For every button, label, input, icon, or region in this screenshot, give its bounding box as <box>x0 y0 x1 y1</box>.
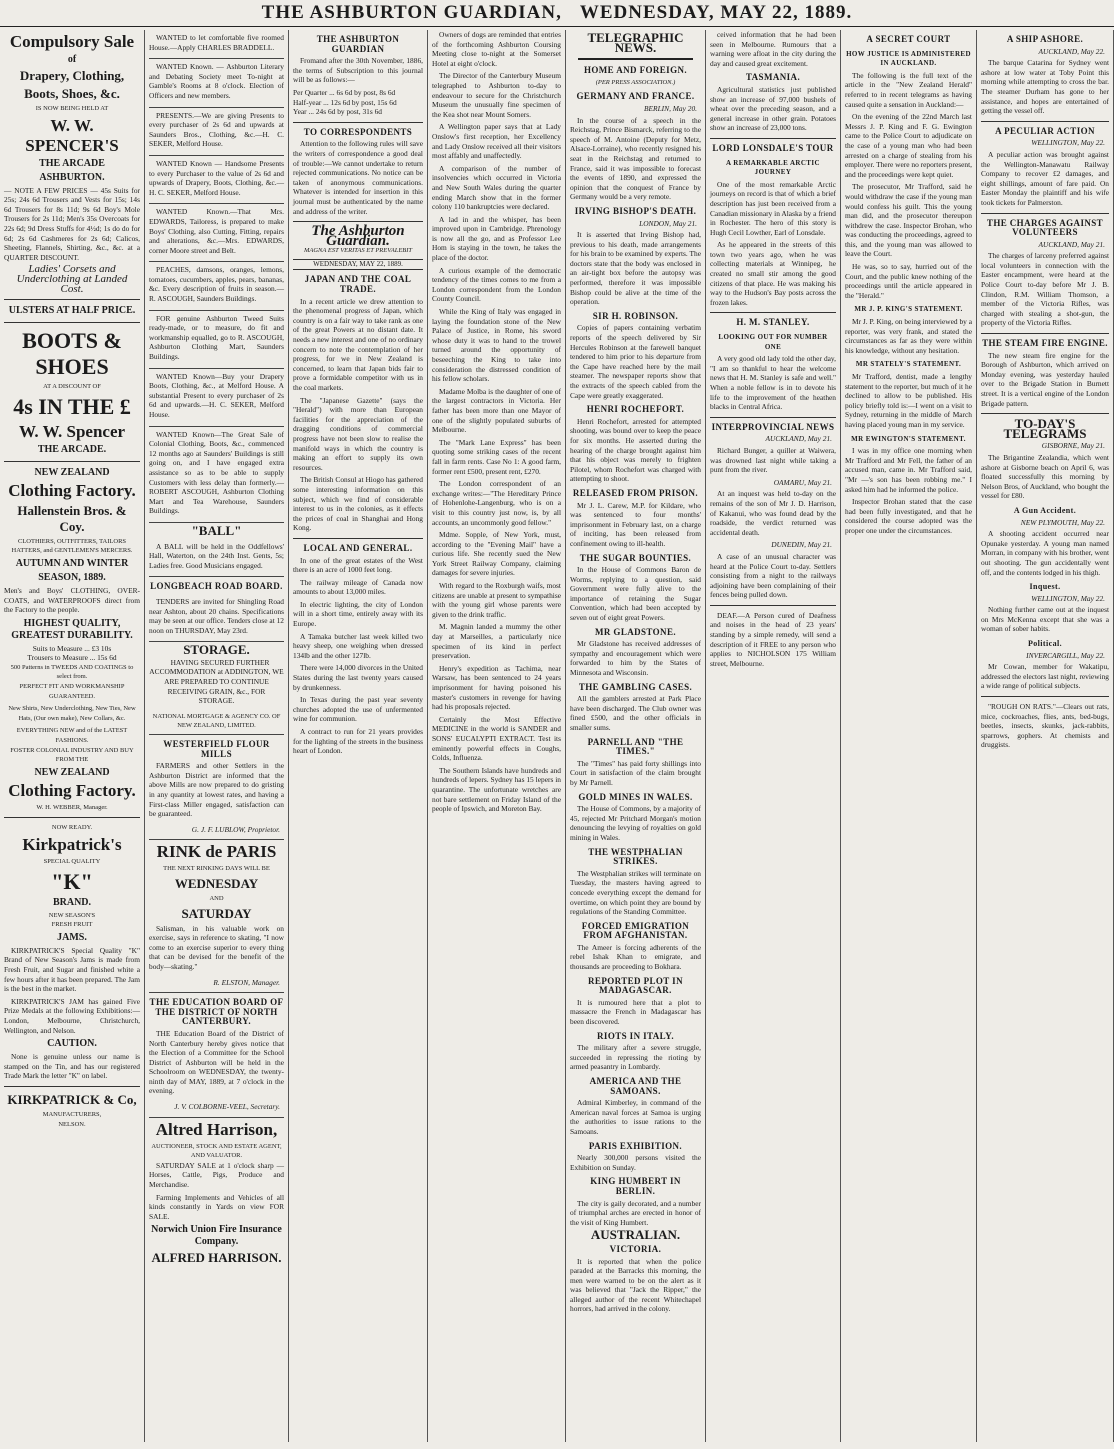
article-text: The House of Commons, by a majority of 45, rejected Mr Pritchard Morgan's motion denouncing the levying of royalties on gold mining in Wales. <box>570 804 701 842</box>
ad-text: 500 Patterns in TWEEDS AND COATINGS to select from. <box>10 663 134 681</box>
classified-ad: HAVING SECURED FURTHER ACCOMMODATION at ADDINGTON, WE ARE PREPARED TO CONTINUE RECEIVING GRAIN, &c., FOR STORAGE. <box>149 657 284 706</box>
ad-text: THE NEXT RINKING DAYS WILL BE <box>163 865 270 873</box>
article-subheadline: Political. <box>1028 639 1062 649</box>
ad-text: W. H. WEBBER, Manager. <box>36 803 108 811</box>
column-8 <box>977 30 1114 1442</box>
article-headline: PARIS EXHIBITION. <box>588 1140 683 1151</box>
classified-ad: WANTED Known.—That Mrs. EDWARDS, Tailoress, is prepared to make Boys' Clothing, also Cutting, Fitting, repairs and alterations, &c.—Mrs. EDWARDS, corner Moore street and Belt. <box>149 207 284 255</box>
issue-date: WEDNESDAY, MAY 22, 1889. <box>579 2 853 23</box>
article-text: Nearly 300,000 persons visited the Exhibition on Sunday. <box>570 1153 701 1172</box>
ad-text: NEW ZEALAND <box>34 466 110 478</box>
article-subheadline: Inquest. <box>1029 582 1061 592</box>
ad-text: AND <box>209 894 224 902</box>
masthead <box>0 0 1114 27</box>
section-subheading: HOME AND FOREIGN. <box>583 65 688 76</box>
classified-ad: FOR genuine Ashburton Tweed Suits ready-made, or to measure, do fit and workmanship equalled, go to R. ASCOUGH, Ashburton Clothing Mart, Saunders Buildings. <box>149 313 284 362</box>
dateline: AUCKLAND, May 21. <box>1038 239 1105 249</box>
article-text: The prosecutor, Mr Trafford, said he would withdraw the case if the young man would confess his guilt. This the young man did, and the prosecutor thereupon withdrew the case. Inspector Brohan, who was conducting the proceedings, agreed to this, and the young man was allowed to leave the Court. <box>845 182 972 259</box>
ad-heading: Hallenstein Bros. & Coy. <box>17 502 127 534</box>
dateline: WELLINGTON, May 22. <box>1031 593 1105 603</box>
article-headline: MR GLADSTONE. <box>594 626 677 637</box>
ad-text: BRAND. <box>52 896 92 908</box>
article-text: In a recent article we drew attention to the phenomenal progress of Japan, which country is on a fair way to take rank as one of the great Powers at no distant date. It needs a new interest and one of no ordinary concern to note the contemplation of her progress, for we in New Zealand is concerned, to learn that Japan bids fair to prove a formidable competitor with us in the coal markets. <box>293 296 423 392</box>
column-2 <box>145 30 289 1442</box>
dateline: AUCKLAND, May 21. <box>765 434 832 444</box>
ad-text: AUCTIONEER, STOCK AND ESTATE AGENT, AND VALUATOR. <box>151 1142 282 1160</box>
column-6 <box>706 30 841 1442</box>
ad-text: HIGHEST QUALITY, GREATEST DURABILITY. <box>11 617 133 641</box>
article-text: There were 14,000 divorces in the United States during the last twenty years caused by drunkenness. <box>293 663 423 692</box>
signature: J. V. COLBORNE-VEEL, Secretary. <box>174 1102 280 1112</box>
section-heading: THE ASHBURTON GUARDIAN <box>316 34 400 54</box>
article-headline: IRVING BISHOP'S DEATH. <box>574 205 697 216</box>
article-text: The military after a severe struggle, succeeded in repressing the rioting by armed peasantry in Lombardy. <box>570 1043 701 1072</box>
signature: R. ELSTON, Manager. <box>213 977 280 987</box>
article-text: Mdme. Sopple, of New York, must, according to the "Evening Mail" have a curious life. She recently sued the New York Street Railway Company, claiming damages for severe injuries. <box>432 530 561 578</box>
source-credit: (PER PRESS ASSOCIATION.) <box>595 78 676 86</box>
article-text: Mr Cowan, member for Wakatipu, addressed the electors last night, reviewing a wide range of political subjects. <box>981 662 1109 691</box>
dateline: GISBORNE, May 21. <box>1041 441 1105 451</box>
article-text: As he appeared in the streets of this town two years ago, when he was collecting materials at Winnipeg, he created no small stir among the good citizens of that place. He was making his way to the Hudson's Bay posts across the frozen lakes. <box>710 240 836 307</box>
ad-text: IS NOW BEING HELD AT <box>35 105 109 112</box>
article-text: The Westphalian strikes will terminate on Tuesday, the masters having agreed to concede everything except the demand for overtime, on which point they are bound by regulations of the Standing Committee. <box>570 868 701 917</box>
article-text: All the gamblers arrested at Park Place have been discharged. The Club owner was fined £500, and the other officials in smaller sums. <box>570 694 701 732</box>
classified-ad: PRESENTS.—We are giving Presents to every purchaser of 2s 6d and upwards at Saunders Bros., Clothing, &c.—H. C. SEKER, Melford House. <box>149 110 284 149</box>
ad-heading: Clothing Factory. <box>8 480 136 500</box>
ad-text: FRESH FRUIT <box>51 921 93 929</box>
article-text: The new steam fire engine for the Borough of Ashburton, which arrived on Monday evening, was yesterday hauled over to the Brigade Station in Burnett street. It is a vertical engine of the London Brigade pattern. <box>981 350 1109 408</box>
article-text: Admiral Kimberley, in command of the American naval forces at Samoa is urging the authorities to issue rations to the Samoans. <box>570 1098 701 1136</box>
section-heading: LOCAL AND GENERAL. <box>303 542 413 553</box>
article-text: Mr Trafford, dentist, made a lengthy statement to the reporter, but much of it he declined to allow to be published. His policy briefly told is:—I went on a visit to Sydney, returning in the middle of March having placed young man in my service. <box>845 372 972 429</box>
article-text: The British Consul at Hiogo has gathered some interesting information on this subject, which we find of considerable interest to us in the colonies, as it effects the prices of coal in Shanghai and Hong Kong. <box>293 475 423 533</box>
ad-text: AUTUMN AND WINTER <box>15 557 129 569</box>
ad-text: SEASON, 1889. <box>38 571 106 583</box>
article-text: Mr Gladstone has received addresses of sympathy and encouragement which were forwarded to him by the States of Minnesota and Wisconsin. <box>570 639 701 678</box>
ad-heading: 4s IN THE £ <box>13 393 131 419</box>
article-subheadline: MR EWINGTON'S STATEMENT. <box>851 434 966 443</box>
ad-heading: Norwich Union Fire Insurance Company. <box>151 1224 282 1248</box>
article-subheadline: A Gun Accident. <box>1013 505 1077 515</box>
article-text: One of the most remarkable Arctic journeys on record is that of which a brief description has just been received from a Canadian missionary in Alaska by a friend in Rochester. The hero of this story is Hugh Cecil Lowther, Earl of Lonsdale. <box>710 179 836 237</box>
ad-text: ASHBURTON. <box>39 171 105 183</box>
rate-line: Year ... 24s 6d by post, 31s 6d <box>293 107 382 117</box>
classified-ad: THE Education Board of the District of North Canterbury hereby gives notice that the Election of a Committee for the School District of Ashburton will be held in the Schoolroom on WEDNESDAY, the twenty-ninth day of MAY, 1889, at 7 o'clock in the evening. <box>149 1028 284 1096</box>
article-headline: RELEASED FROM PRISON. <box>572 487 699 498</box>
newspaper-title: THE ASHBURTON GUARDIAN, <box>261 2 562 23</box>
article-text: A comparison of the number of insolvencies which occurred in Victoria and New South Wales during the quarter ending March show that in the former colony 110 bankruptcies were declared. <box>432 163 561 212</box>
article-headline: GOLD MINES IN WALES. <box>578 791 693 802</box>
article-text: At an inquest was held to-day on the remains of the son of Mr J. D. Harrison, of Kakanui, who was found dead by the roadside, the verdict returned was accidental death. <box>710 489 836 537</box>
article-text: Owners of dogs are reminded that entries of the forthcoming Ashburton Coursing Meeting close to-night at the Somerset Hotel at eight o'clock. <box>432 30 561 68</box>
ad-heading: Compulsory Sale <box>9 32 135 51</box>
article-text: I was in my office one morning when Mr Trafford and Mr Fell, the father of an accused man, came in. Mr Trafford said, "Mr —'s son has been robbing me." I asked him had he informed the police. <box>845 446 972 494</box>
classified-ad: PEACHES, damsons, oranges, lemons, tomatoes, cucumbers, apples, pears, bananas, &c. Every description of fruits in season.—R. ASCOUGH, Saunders Buildings. <box>149 265 284 304</box>
article-text: Inspector Brohan stated that the case had been fully investigated, and that he considered the course adopted was the proper one under the circumstances. <box>845 497 972 535</box>
article-text: A lad in and the whisper, has been improved upon in Cambridge. Phrenology is now all the go, and as Professor Lee Hom is staying in the town, he takes the place of the doctor. <box>432 214 561 263</box>
ad-heading: W. W. Spencer <box>18 421 126 441</box>
ad-text: NEW SEASON'S <box>48 911 96 919</box>
article-text: While the King of Italy was engaged in laying the foundation stone of the New Palace of Justice, in Rome, his sword whose duty it was to hand to the trowel turned around the opportunity of beseeching the King to take into consideration the distressed condition of his fellow scholars. <box>432 307 561 384</box>
article-text: Richard Bunger, a quiller at Waiwera, was drowned last night while taking a punt from the river. <box>710 445 836 475</box>
advertisement: DEAF.—A Person cured of Deafness and noises in the head of 23 years' standing by a simple remedy, will send a description of it FREE to any person who applies to NICHOLSON 175 William street, Melbourne. <box>710 610 836 668</box>
article-text: A peculiar action was brought against the Wellington-Manawatu Railway Company to recover £2 damages, and eight shillings, amount of fare paid. On Easter Monday the plaintiff and his wife took tickets for Palmerston. <box>981 149 1109 207</box>
motto: MAGNA EST VERITAS ET PREVALEBIT <box>303 247 413 255</box>
article-text: With regard to the Roxburgh waifs, most citizens are unable at present to sympathise with the young girl whose parents were given to the drink traffic. <box>432 581 561 619</box>
article-text: In Texas during the past year seventy churches adopted the use of unfermented wine for communion. <box>293 695 423 724</box>
ad-heading: RINK de PARIS <box>156 842 277 862</box>
article-text: A contract to run for 21 years provides for the lighting of the streets in the business heart of London. <box>293 727 423 756</box>
article-headline: THE SUGAR BOUNTIES. <box>579 552 692 563</box>
price-list: — NOTE A FEW PRICES — 45s Suits for 25s; 24s 6d Trousers and Vests for 15s; 14s 6d Trousers for 8s 11d; 9s 6d Boy's Mole Trousers for 2s 11d; Men's 35s Overcoats for 22s 6d; 9d Dress Stuffs for 4½d; 1s do do for 6d; 2s 6d Cashmeres for 2s 6d; Calicos, Sheeting, Flannels, Shirting, &c., &c. at a QUARTER DISCOUNT. <box>4 185 140 262</box>
article-text: On the evening of the 22nd March last Messrs J. P. King and F. G. Ewington came to the Police Court to adjudicate on the case of a young man who had been arrested on a charge of stealing from his employer. There were no reporters present, and the proceedings were kept quiet. <box>845 112 972 179</box>
dateline: INVERCARGILL, May 22. <box>1026 650 1105 660</box>
column-5 <box>566 30 706 1442</box>
article-headline: VICTORIA. <box>609 1243 662 1254</box>
ad-heading: SATURDAY <box>181 905 252 921</box>
classified-ad: SATURDAY SALE at 1 o'clock sharp —Horses, Cattle, Pigs, Produce and Merchandise. <box>149 1160 284 1190</box>
section-heading: INTERPROVINCIAL NEWS <box>711 421 835 432</box>
article-text: Henri Rochefort, arrested for attempted shooting, was bound over to keep the peace for six months. He asserted during the hearing of the charge brought against him that his object was merely to frighten Pilotel, whom Rochefort was charged with attempting to shoot. <box>570 416 701 484</box>
price-line: Suits to Measure ... £3 10s <box>32 643 112 653</box>
ad-heading: Kirkpatrick's <box>22 835 122 854</box>
ad-heading: KIRKPATRICK & Co, <box>7 1091 137 1107</box>
article-text: M. Magnin landed a mummy the other day at Marseilles, a particularly nice specimen of its kind in perfect preservation. <box>432 622 561 661</box>
ad-heading: CAUTION. <box>47 1038 97 1050</box>
classified-ad: WANTED Known. — Ashburton Literary and Debating Society meet To-night at Gamble's Rooms at 8 o'clock. Election of Officers and new members. <box>149 62 284 100</box>
column-1 <box>0 30 145 1442</box>
article-headline: THE WESTPHALIAN STRIKES. <box>588 846 683 867</box>
article-text: The charges of larceny preferred against local volunteers in connection with the Easter encampment, were heard at the Police Court to-day before Mr J. B. Clindon, R.M. William Thomson, a member of the Victoria Rifles, was charged with stealing a shot-gun, the property of the Victoria Rifles. <box>981 251 1109 328</box>
ad-heading: Boots, Shoes, &c. <box>24 86 120 101</box>
article-subheadline: LOOKING OUT FOR NUMBER ONE <box>718 333 828 351</box>
dateline: AUCKLAND, May 22. <box>1038 46 1105 56</box>
article-subheadline: MR STATELY'S STATEMENT. <box>855 360 962 369</box>
ad-text: Ladies' Corsets and Underclothing at Landed Cost. <box>16 263 128 295</box>
article-text: A Wellington paper says that at Lady Onslow's first reception, her Excellency and Lady Onslow received all their visitors most affably and unaffectedly. <box>432 122 561 161</box>
ad-text: Men's and Boys' CLOTHING, OVER-COATS, and WATERPROOFS direct from the Factory to the people. <box>4 585 140 615</box>
ad-text: THE ARCADE <box>39 157 105 169</box>
article-headline: AMERICA AND THE SAMOANS. <box>589 1076 682 1096</box>
classified-ad: WANTED Known—Buy your Drapery Boots, Clothing, &c., at Melford House. A substantial Present to every purchaser of 2s 6d and upwards.—H. C. SEKER, Melford House. <box>149 371 284 419</box>
article-text: A Tamaka butcher last week killed two heavy sheep, one weighing when dressed 134lb and the other 127lb. <box>293 631 423 660</box>
article-headline: THE GAMBLING CASES. <box>578 681 693 692</box>
article-headline: FORCED EMIGRATION FROM AFGHANISTAN. <box>581 920 690 941</box>
article-text: A curious example of the democratic tendency of the times comes to me from a London correspondent from the London County Council. <box>432 265 561 304</box>
ad-text: JAMS. <box>57 931 87 943</box>
ad-text: NATIONAL MORTGAGE & AGENCY CO. OF NEW ZEALAND, LIMITED. <box>152 712 281 730</box>
dateline: LONDON, May 21. <box>639 218 697 228</box>
article-headline: KING HUMBERT IN BERLIN. <box>590 1176 681 1196</box>
ad-text: MANUFACTURERS, <box>42 1110 102 1118</box>
article-text: Nothing further came out at the inquest on Mrs McKenna except that she was a woman of sober habits. <box>981 605 1109 634</box>
article-headline: TASMANIA. <box>745 72 801 83</box>
article-text: Copies of papers containing verbatim reports of the speech delivered by Sir Hercules Robinson at the farewell banquet tendered to him prior to his departure from the Cape have reached here by the mail steamer. The newspaper reports show that the extracts of the speech cabled from the Cape were greatly exaggerated. <box>570 323 701 400</box>
article-headline: A SHIP ASHORE. <box>1006 34 1084 44</box>
price-line: Trousers to Measure ... 15s 6d <box>27 653 117 663</box>
ad-text: THE ARCADE. <box>37 443 107 455</box>
article-headline: PARNELL AND "THE TIMES." <box>587 736 684 757</box>
ad-text: FOSTER COLONIAL INDUSTRY AND BUY FROM THE <box>10 746 134 764</box>
article-text: ceived information that he had been seen in Melbourne. Rumours that a warning were afloat in the city during the day and caused great excitement. <box>710 30 836 68</box>
classified-ad: WANTED to let comfortable five roomed House.—Apply CHARLES BRADDELL. <box>149 33 284 52</box>
article-headline: HENRI ROCHEFORT. <box>586 404 685 415</box>
ad-heading: WEDNESDAY <box>174 875 259 891</box>
ad-heading: THE EDUCATION BOARD OF THE DISTRICT OF NORTH CANTERBURY. <box>149 997 284 1027</box>
section-heading: AUSTRALIAN. <box>590 1227 681 1243</box>
classified-ad: A BALL will be held in the Oddfellows' Hall, Waterton, on the 24th Inst. Gents, 5s; Ladies free. Good Musicians engaged. <box>149 541 284 570</box>
ad-heading: STORAGE. <box>183 642 250 658</box>
article-headline: LORD LONSDALE'S TOUR <box>712 142 834 153</box>
paper-nameplate: The Ashburton Guardian. <box>311 223 405 249</box>
advertisement: "ROUGH ON RATS."—Clears out rats, mice, cockroaches, flies, ants, bed-bugs, beetles, insects, skunks, jack-rabbits, sparrows, gophers. At chemists and druggists. <box>981 702 1109 750</box>
article-text: It is reported that when the police paraded at the Barracks this morning, the men were warned to be on the alert as it was believed that "Jack the Ripper," the alleged author of the recent Whitechapel horrors, had arrived in the colony. <box>570 1256 701 1314</box>
article-headline: H. M. STANLEY. <box>736 317 810 328</box>
issue-date: WEDNESDAY, MAY 22, 1889. <box>293 259 423 271</box>
article-text: A shooting accident occurred near Opunake yesterday. A young man named Morran, in company with his brother, went out shooting. The gun accidentally went off, and the contents lodged in his thigh. <box>981 529 1109 577</box>
article-text: In the course of a speech in the Reichstag, Prince Bismarck, referring to the speech of M. Antoine (Deputy for Metz, Alsace-Lorraine), who recently resigned his seat in the Reichstag and returned to France, said it was impossible to forecast the events of 1890, and expressed the opinion that the conquest of France by Germany would be a very remote. <box>570 115 701 202</box>
article-headline: THE STEAM FIRE ENGINE. <box>982 338 1108 349</box>
article-subheadline: A REMARKABLE ARCTIC JOURNEY <box>726 158 820 177</box>
ad-text: NOW READY. <box>51 824 93 832</box>
dateline: NEW PLYMOUTH, May 22. <box>1020 517 1105 527</box>
ad-text: of <box>67 54 77 65</box>
ad-heading: ALFRED HARRISON. <box>151 1250 282 1266</box>
ad-text: KIRKPATRICK'S JAM has gained Five Prize Medals at the following Exhibitions:—London, Melbourne, Christchurch, Wellington, and Nelson. <box>4 996 140 1035</box>
signature: G. J. F. LUBLOW, Proprietor. <box>191 824 280 834</box>
ad-heading: WESTERFIELD FLOUR MILLS <box>163 739 270 759</box>
ad-heading: Drapery, Clothing, <box>19 68 125 83</box>
article-headline: REPORTED PLOT IN MADAGASCAR. <box>588 975 683 996</box>
classified-ad: Farming Implements and Vehicles of all kinds constantly in Yards on view FOR SALE. <box>149 1192 284 1221</box>
article-headline: RIOTS IN ITALY. <box>597 1030 674 1041</box>
ad-text: KIRKPATRICK'S Special Quality "K" Brand of New Season's Jams is made from Fresh Fruit, and Sugar and finished white a few hours after it has been prepared. The Jam is the best in the market. <box>4 945 140 994</box>
article-text: The railway mileage of Canada now amounts to about 13,000 miles. <box>293 577 423 597</box>
dateline: BERLIN, May 20. <box>644 103 697 113</box>
article-headline: A SECRET COURT <box>866 34 951 44</box>
ad-text: NEW ZEALAND <box>34 766 110 778</box>
article-subheadline: HOW JUSTICE IS ADMINISTERED IN AUCKLAND. <box>846 49 971 68</box>
article-text: Madame Molba is the daughter of one of the largest contractors in Victoria. Her father has been more than one Mayor of one of the slightly populated suburbs of Melbourne. <box>432 386 561 435</box>
ad-text: EVERYTHING NEW and of the LATEST FASHIONS. <box>16 727 128 745</box>
article-text: The Southern Islands have hundreds and hundreds of lepers. Sydney has 15 lepers in quarantine. The unfortunate wretches are not bare settlement on Friday Island of the people of Ipswich, and Moreton Bay. <box>432 765 561 814</box>
article-headline: THE CHARGES AGAINST VOLUNTEERS <box>986 217 1104 238</box>
classified-ad: WANTED Known—The Great Sale of Colonial Clothing, Boots, &c., commenced 12 months ago at Saunders' Buildings is still going on, and I have engaged extra assistance so as to be able to supply Customers with less delay than formerly.—ROBERT ASCOUGH, Ashburton Clothing Mart and Tea Warehouse, Saunders Buildings. <box>149 429 284 516</box>
column-4 <box>428 30 566 1442</box>
article-text: The Director of the Canterbury Museum telegraphed to Ashburton to-day to endeavour to secure for the Christchurch Museum the unusually fine specimen of the Kea shot near Mount Somers. <box>432 71 561 119</box>
article-text: The Brigantine Zealandia, which went ashore at Gisborne beach on April 6, was floated successfully this morning by Nelson Bros, of Auckland, who bought the vessel for £80. <box>981 452 1109 501</box>
classified-ad: FARMERS and other Settlers in the Ashburton District are informed that the above Mills are now prepared to do gristing in any quantity at lowest rates, and having a First-class Miller engaged, satisfaction can be guaranteed. <box>149 761 284 819</box>
ad-text: CLOTHIERS, OUTFITTERS, TAILORS HATTERS, and GENTLEMEN'S MERCERS. <box>11 537 133 555</box>
ad-text: AT A DISCOUNT OF <box>43 383 101 391</box>
ad-heading: BOOTS & SHOES <box>22 328 122 380</box>
section-heading: TO CORRESPONDENTS <box>303 126 413 137</box>
rate-line: Per Quarter ... 6s 6d by post, 8s 6d <box>293 87 396 97</box>
ad-text: PERFECT FIT AND WORKMANSHIP GUARANTEED. <box>19 683 125 700</box>
article-headline: SIR H. ROBINSON. <box>592 310 679 321</box>
ad-heading: ULSTERS AT HALF PRICE. <box>8 305 136 317</box>
column-3 <box>289 30 428 1442</box>
article-text: In electric lighting, the city of London will in a short time, entirely away with its Europe. <box>293 599 423 629</box>
ad-heading: Altred Harrison, <box>155 1119 278 1139</box>
article-text: Mr J. L. Carew, M.P. for Kildare, who was sentenced to four months' imprisonment in February last, on a charge of inciting, has been released from confinement owing to ill-health. <box>570 500 701 548</box>
article-text: In one of the great estates of the West there is an acre of 1000 feet long. <box>293 555 423 575</box>
article-text: The London correspondent of an exchange writes:—"The Hereditary Prince of Hohenlohe-Langenburg, who is on a visit to this country just now, is, by all accounts, an uncommonly good fellow." <box>432 479 561 527</box>
article-text: In the House of Commons Baron de Worms, replying to a question, said Government were fully alive to the importance of retaining the Sugar Convention, which had been accepted by seven out of eight great Powers. <box>570 565 701 623</box>
article-text: Attention to the following rules will save the writers of correspondence a good deal of trouble:—We cannot undertake to return rejected communications. No notice can be taken of anonymous communications. Whatever is intended for insertion in this journal must be authenticated by the name and address of the writer. <box>293 139 423 216</box>
article-text: Certainly the Most Effective MEDICINE in the world is SANDER and SONS' EUCALYPTI EXTRACT. Test its eminently powerful effects in Coughs, Colds, Influenza. <box>432 714 561 763</box>
classified-ad: Salisman, in his valuable work on exercise, says in reference to skating, "I now come to an exercise superior to every thing that can be devised for the benefit of the body—skating." <box>149 923 284 971</box>
ad-text: SPECIAL QUALITY <box>43 858 101 865</box>
article-text: The Ameer is forcing adherents of the rebel Ishak Khan to emigrate, and thousands are proceeding to Bokhara. <box>570 942 701 972</box>
ad-heading: "K" <box>51 868 93 894</box>
article-text: A case of an unusual character was heard at the Police Court to-day. Settlers consisting from a night to the railways adjoining have been complaining of their fences being pulled down. <box>710 551 836 600</box>
rate-line: Half-year ... 12s 6d by post, 15s 6d <box>293 97 397 107</box>
article-text: The barque Catarina for Sydney went ashore at low water at Toby Point this morning while attempting to cross the bar. The steamer Durham has gone to her assistance, and hopes are entertained of getting the vessel off. <box>981 58 1109 116</box>
article-text: It is asserted that Irving Bishop had, previous to his death, made arrangements for his brain to be examined by experts. The doctors state that the body was enclosed in an air-tight box before the autopsy was performed, therefore it was impossible Bishop could be alive at the time of the operation. <box>570 230 701 307</box>
article-text: The "Mark Lane Express" has been quoting some striking cases of the recent fall in farm rents. Case No 1: A good farm, former rent £500, present rent, £270. <box>432 437 561 476</box>
ad-text: New Shirts, New Underclothing, New Ties, New Hats, (Our own make), New Collars, &c. <box>8 705 136 722</box>
ad-heading: Clothing Factory. <box>8 780 136 800</box>
dateline: WELLINGTON, May 22. <box>1031 138 1105 148</box>
ad-heading: "BALL" <box>191 522 242 538</box>
article-text: Fromand after the 30th November, 1886, the terms of Subscription to this journal will be as follows:— <box>293 56 423 85</box>
section-heading: TELEGRAPHIC NEWS. <box>587 30 684 55</box>
article-headline: A PECULIAR ACTION <box>995 125 1095 136</box>
article-text: Henry's expedition as Tachima, near Warsaw, has been sentenced to 24 years imprisonment for having poisoned his master's customers in revenge for having had his proposals rejected. <box>432 663 561 712</box>
dateline: DUNEDIN, May 21. <box>771 540 832 550</box>
article-text: The "Times" has paid forty shillings into Court in satisfaction of the claim brought by Mr Parnell. <box>570 758 701 787</box>
article-subheadline: MR J. P. KING'S STATEMENT. <box>854 305 963 314</box>
ad-heading: W. W. SPENCER'S <box>25 115 119 155</box>
article-text: The following is the full text of the article in the "New Zealand Herald" referred to in recent telegrams as having caused quite a sensation in Auckland:— <box>845 70 972 109</box>
article-text: A very good old lady told the other day, "I am so thankful to hear the welcome news that H. M. Stanley is safe and well." When a noble fellow is in to devote his life to the improvement of the heathen blacks in Central Africa. <box>710 354 836 412</box>
section-heading: TO-DAY'S TELEGRAMS <box>1003 416 1087 441</box>
column-7 <box>841 30 977 1442</box>
ad-heading: LONGBEACH ROAD BOARD. <box>150 581 283 592</box>
article-headline: JAPAN AND THE COAL TRADE. <box>304 274 412 295</box>
article-text: It is rumoured here that a plot to massacre the French in Madagascar has been discovered. <box>570 997 701 1027</box>
ad-text: NELSON. <box>58 1120 86 1128</box>
article-headline: GERMANY AND FRANCE. <box>576 91 695 102</box>
article-text: Agricultural statistics just published show an increase of 97,000 bushels of wheat over the preceding season, and a general increase in other grain. Potatoes show an increase of 23,000 tons. <box>710 84 836 133</box>
article-text: The city is gaily decorated, and a number of triumphal arches are erected in honor of the visit of King Humbert. <box>570 1198 701 1227</box>
article-text: Mr J. P. King, on being interviewed by a reporter, was very frank, and stated the circumstances as far as they were within his knowledge, without any hesitation. <box>845 317 972 355</box>
ad-text: None is genuine unless our name is stamped on the Tin, and has our registered Trade Mark the letter "K" on label. <box>4 1052 140 1081</box>
article-text: He was, so to say, hurried out of the Court, and the public knew nothing of the proceedings until the article appeared in the "Herald." <box>845 262 972 300</box>
article-text: The "Japanese Gazette" (says the "Herald") with more than European facilities for the appreciation of the dragging conditions of commercial progress have not been slow to realise the manifold ways in which the country is making an effort to supply its own resources. <box>293 395 423 472</box>
classified-ad: TENDERS are invited for Shingling Road near Ashton, about 20 chains. Specifications may be seen at our office. Tenders close at 12 noon on THURSDAY, May 23rd. <box>149 596 284 635</box>
classified-ad: WANTED Known — Handsome Presents to every Purchaser to the value of 2s 6d and upwards of Drapery, Boots, Clothing, &c.—H. C. SEKER, Melford House. <box>149 158 284 197</box>
dateline: OAMARU, May 21. <box>773 477 832 487</box>
